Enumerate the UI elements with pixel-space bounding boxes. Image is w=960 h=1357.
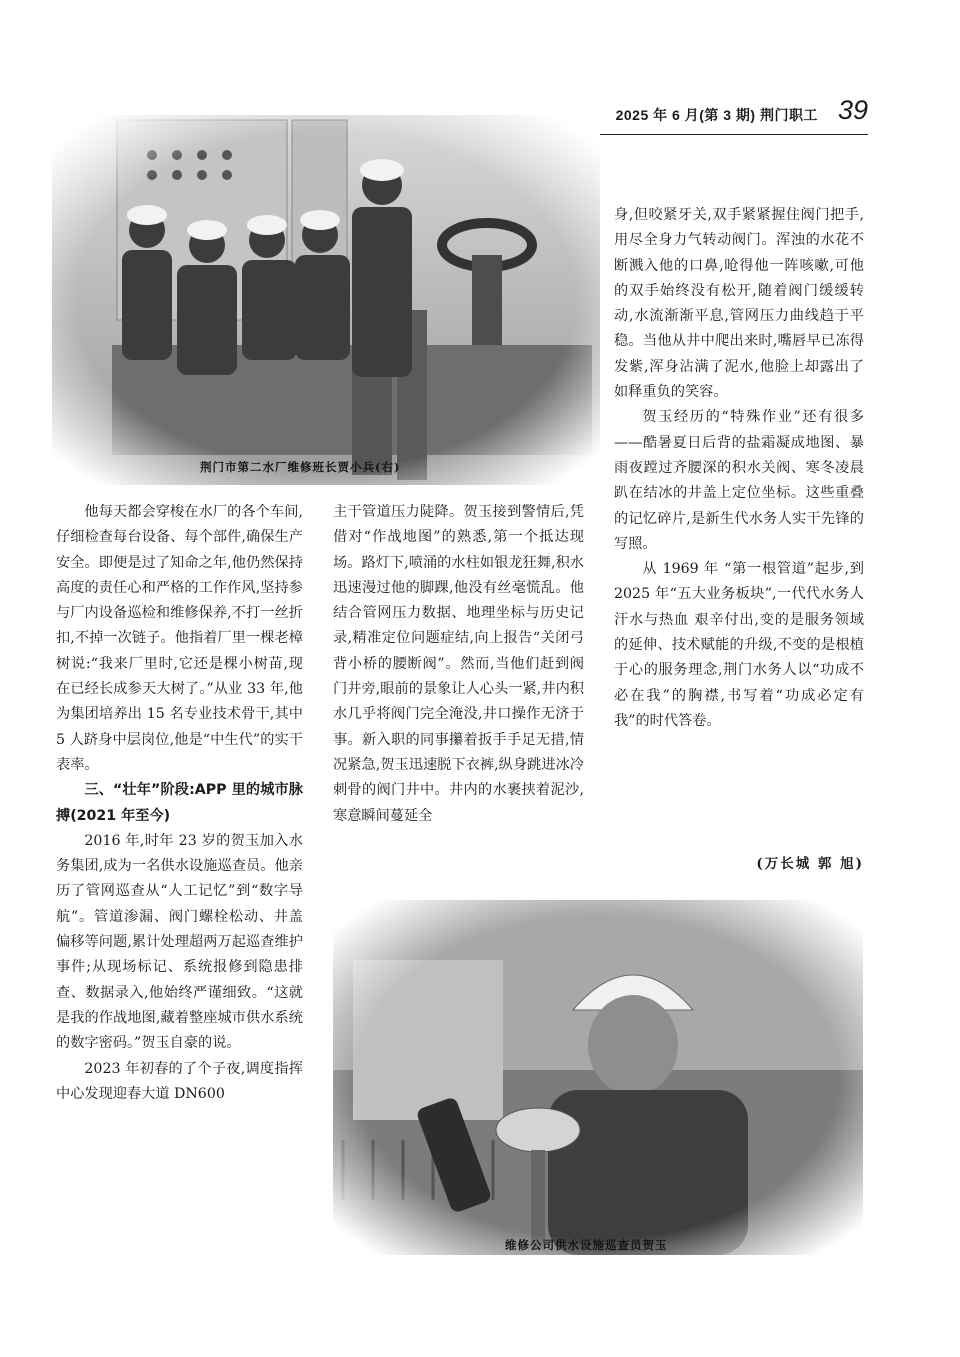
paragraph: 2016 年,时年 23 岁的贺玉加入水务集团,成为一名供水设施巡查员。他亲历了管网巡查从“人工记忆”到“数字导航”。管道渗漏、阀门螺栓松动、井盖偏移等问题,累计处理超两万起巡查维护事件;从现场标记、系统报修到隐患排查、数据录入,他始终严谨细致。“这就是我的作战地图,藏着整座城市供水系统的数字密码。”贺玉自豪的说。 <box>56 832 303 1052</box>
photo-inspector-icon <box>333 900 863 1255</box>
issue-info: 2025 年 6 月(第 3 期) 荆门职工 <box>615 107 818 123</box>
paragraph: 主干管道压力陡降。贺玉接到警情后,凭借对“作战地图”的熟悉,第一个抵达现场。路灯下,喷涌的水柱如银龙狂舞,积水迅速漫过他的脚踝,他没有丝毫慌乱。他结合管网压力数据、地理坐标与历史记录,精准定位问题症结,向上报告“关闭弓背小桥的腰断阀”。然而,当他们赶到阀门井旁,眼前的景象让人心头一紧,井内积水几乎将阀门完全淹没,井口操作无济于事。新入职的同事攥着扳手手足无措,情况紧急,贺玉迅速脱下衣裤,纵身跳进冰冷刺骨的阀门井中。井内的水裹挟着泥沙,寒意瞬间蔓延全 <box>333 504 584 824</box>
photo-workers-icon <box>52 115 600 485</box>
column-3 <box>614 203 864 734</box>
page-number: 39 <box>837 95 868 125</box>
paragraph: 他每天都会穿梭在水厂的各个车间,仔细检查每台设备、每个部件,确保生产安全。即便是过了知命之年,他仍然保持高度的责任心和严格的工作作风,坚持参与厂内设备巡检和维修保养,不打一丝折扣,不掉一次链子。他指着厂里一棵老樟树说:“我来厂里时,它还是棵小树苗,现在已经长成参天大树了。”从业 33 年,他为集团培养出 15 名专业技术骨干,其中 5 人跻身中层岗位,他是“中生代”的实干表率。 <box>56 504 303 773</box>
paragraph: 2023 年初春的了个子夜,调度指挥中心发现迎春大道 DN600 <box>56 1060 303 1102</box>
paragraph: 贺玉经历的“特殊作业”还有很多——酷暑夏日后背的盐霜凝成地图、暴雨夜蹚过齐腰深的积水关阀、寒冬凌晨趴在结冰的井盖上定位坐标。这些重叠的记忆碎片,是新生代水务人实干先锋的写照。 <box>614 409 864 552</box>
column-2 <box>333 500 584 829</box>
paragraph: 身,但咬紧牙关,双手紧紧握住阀门把手,用尽全身力气转动阀门。浑浊的水花不断溅入他的口鼻,呛得他一阵咳嗽,可他的双手始终没有松开,随着阀门缓缓转动,水流渐渐平息,管网压力曲线趋于平稳。当他从井中爬出来时,嘴唇早已冻得发紫,浑身沾满了泥水,他脸上却露出了如释重负的笑容。 <box>614 207 864 401</box>
paragraph: 从 1969 年 “第一根管道”起步,到 2025 年“五大业务板块”,一代代水务人汗水与热血 艰辛付出,变的是服务领域的延伸、技术赋能的升级,不变的是根植于心的服务理念,荆门水务人以“功成不必在我”的胸襟,书写着“功成必定有我”的时代答卷。 <box>614 561 864 729</box>
top-photo <box>52 115 600 485</box>
author-byline: (万长城 郭 旭) <box>756 856 864 872</box>
bottom-photo-caption: 维修公司供水设施巡查员贺玉 <box>505 1238 668 1252</box>
column-1 <box>56 500 303 1107</box>
section-heading: 三、“壮年”阶段:APP 里的城市脉搏(2021 年至今) <box>56 782 303 824</box>
top-photo-caption: 荆门市第二水厂维修班长贾小兵(右) <box>200 460 401 474</box>
bottom-photo <box>333 900 863 1255</box>
